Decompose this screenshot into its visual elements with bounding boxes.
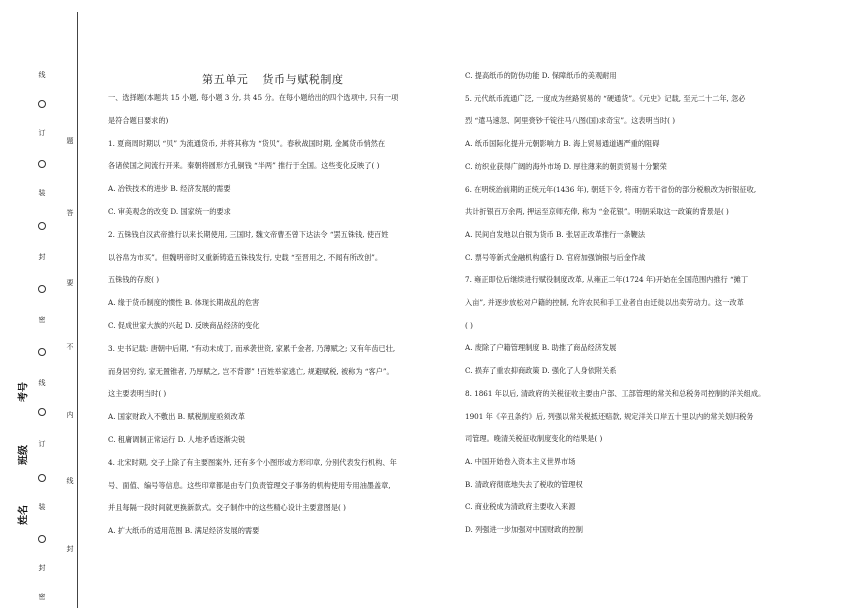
binding-mark: 封 — [38, 564, 46, 572]
binding-hole-icon — [38, 535, 46, 543]
binding-mark: 订 — [38, 440, 46, 448]
text-line: 烈 “遣马速忽、阿里赍钞千锭往马八图(国)求奇宝”。这表明当时( ) — [465, 116, 676, 126]
binding-mark: 订 — [38, 129, 46, 137]
class-label: 班级 — [18, 445, 30, 465]
text-line: D. 列强进一步加强对中国财政的控制 — [465, 525, 583, 534]
text-line: A. 民间自发地以白银为货币 B. 张居正改革推行一条鞭法 — [465, 229, 646, 239]
text-line: C. 商业税成为清政府主要收入来源 — [465, 502, 576, 512]
text-line: 这主要表明当时( ) — [108, 389, 167, 399]
text-line: 8. 1861 年以后, 清政府的关税征收主要由户部、工部管理的常关和总税务司控制的洋关组成。 — [465, 388, 766, 398]
text-line: A. 冶铁技术的进步 B. 经济发展的需要 — [108, 184, 231, 194]
text-line: A. 缘于货币制度的惯性 B. 体现长期战乱的危害 — [108, 298, 260, 308]
text-line: A. 扩大纸币的适用范围 B. 满足经济发展的需要 — [108, 526, 260, 536]
text-line: C. 租庸调制正常运行 D. 人地矛盾逐渐尖锐 — [108, 435, 246, 444]
text-line: C. 审美观念的改变 D. 国家统一的要求 — [108, 207, 231, 216]
binding-mark: 题 — [66, 137, 74, 145]
text-line: A. 国家财政入不敷出 B. 赋税制度亟须改革 — [108, 412, 245, 422]
text-line: 以谷帛为市买”。但魏明帝时又重新铸造五铢钱发行, 史载 “至晋用之, 不闻有所改创”。 — [108, 252, 383, 262]
text-line: 4. 北宋时期, 交子上除了有主要图案外, 还有多个小图形或方形印章, 分别代表发行机构、年 — [108, 457, 397, 467]
text-line: B. 清政府彻底地失去了税收的管理权 — [465, 479, 583, 489]
binding-mark: 要 — [66, 279, 74, 287]
unit-topic: 货币与赋税制度 — [262, 73, 344, 86]
binding-mark: 内 — [66, 411, 74, 419]
text-line: 一、选择题(本题共 15 小题, 每小题 3 分, 共 45 分。在每小题给出的四个选项中, 只有一项 — [108, 93, 399, 102]
text-line: C. 票号等新式金融机构盛行 D. 官府加强饷银与后金作战 — [465, 252, 646, 262]
text-line: 而身居穷约, 家无置锥者, 乃厚赋之, 岂不背谬” !百姓举家逃亡, 规避赋税, 被称为 “客户”。 — [108, 366, 394, 376]
name-label: 姓名 — [18, 505, 30, 525]
text-line: 2. 五铢钱自汉武帝推行以来长期使用, 三国时, 魏文帝曹丕曾下达法令 “罢五铢钱, 使百姓 — [108, 229, 389, 239]
binding-strip — [0, 0, 100, 608]
text-line: C. 损弃了重农抑商政策 D. 强化了人身依附关系 — [465, 366, 617, 376]
binding-hole-icon — [38, 285, 46, 293]
binding-mark: 密 — [38, 593, 46, 601]
binding-mark: 密 — [38, 316, 46, 324]
binding-hole-icon — [38, 348, 46, 356]
exam-number-label: 考号 — [18, 382, 30, 402]
text-line: 1. 夏商周时期以 “贝” 为流通货币, 并将其称为 “货贝”。春秋战国时期, 金属货币悄然在 — [108, 138, 386, 148]
page-title — [202, 71, 358, 87]
binding-mark: 装 — [38, 189, 46, 197]
binding-mark: 不 — [66, 343, 74, 351]
text-line: C. 促成世家大族的兴起 D. 反映商品经济的变化 — [108, 321, 260, 330]
text-line: 司管理。晚清关税征收制度变化的结果是( ) — [465, 434, 603, 444]
binding-mark: 答 — [66, 209, 74, 217]
binding-mark: 线 — [38, 71, 46, 79]
text-line: 五铢钱的存废( ) — [108, 275, 160, 285]
text-line: C. 提高纸币的防伪功能 D. 保障纸币的美观耐用 — [465, 71, 617, 80]
text-line: 入亩”, 并逐步放松对户籍的控制, 允许农民和手工业者自由迁徙以出卖劳动力。这一改革 — [465, 298, 744, 307]
binding-hole-icon — [38, 408, 46, 416]
text-line: 共计折银百万余两, 押运至京师充俸, 称为 “金花银”。明朝采取这一政策的背景是( ) — [465, 207, 729, 217]
binding-hole-icon — [38, 474, 46, 482]
binding-mark: 线 — [66, 477, 74, 485]
binding-hole-icon — [38, 222, 46, 230]
text-line: C. 纺织业获得广阔的海外市场 D. 厚往薄来的朝贡贸易十分繁荣 — [465, 161, 667, 171]
text-line: 1901 年《辛丑条约》后, 列强以常关税抵还赔款, 规定洋关口岸五十里以内的常关划归税务 — [465, 411, 754, 421]
text-line: A. 纸币国际化提升元朝影响力 B. 海上贸易通道遇严重的阻碍 — [465, 139, 660, 149]
binding-line — [77, 12, 78, 608]
text-line: 是符合题目要求的) — [108, 115, 169, 125]
binding-mark: 线 — [38, 379, 46, 387]
text-line: ( ) — [465, 320, 473, 330]
binding-mark: 装 — [38, 503, 46, 511]
binding-hole-icon — [38, 160, 46, 168]
text-line: 6. 在明统治前期的正统元年(1436 年), 朝廷下令, 将南方若干省份的部分税粮改为折银征收, — [465, 184, 757, 194]
text-line: A. 废除了户籍管理制度 B. 助推了商品经济发展 — [465, 343, 617, 353]
binding-mark: 封 — [38, 253, 46, 261]
text-line: 7. 雍正即位后继续进行赋役制度改革, 从雍正二年(1724 年)开始在全国范围内推行 “摊丁 — [465, 275, 749, 285]
text-line: 3. 史书记载: 唐朝中后期, “有动未成丁, 而承袭世资, 家累千金者, 乃薄赋之; 又有年齿已壮, — [108, 343, 396, 353]
text-line: 并且每隔一段时间就更换新款式。交子制作中的这些精心设计主要意图是( ) — [108, 503, 346, 513]
text-line: A. 中国开始卷入资本主义世界市场 — [465, 456, 576, 466]
text-line: 5. 元代纸币流通广泛, 一度成为丝路贸易的 “硬通货”。《元史》记载, 至元二十二年, 忽必 — [465, 93, 746, 103]
unit-label: 第五单元 — [202, 73, 249, 86]
text-line: 各诸侯国之间流行开来。秦朝将圆形方孔铜钱 “半两” 推行于全国。这些变化反映了( ) — [108, 161, 380, 171]
binding-hole-icon — [38, 100, 46, 108]
text-line: 号、面值、编号等信息。这些印章都是由专门负责管理交子事务的机构使用专用油墨盖章, — [108, 480, 391, 490]
binding-mark: 封 — [66, 545, 74, 553]
